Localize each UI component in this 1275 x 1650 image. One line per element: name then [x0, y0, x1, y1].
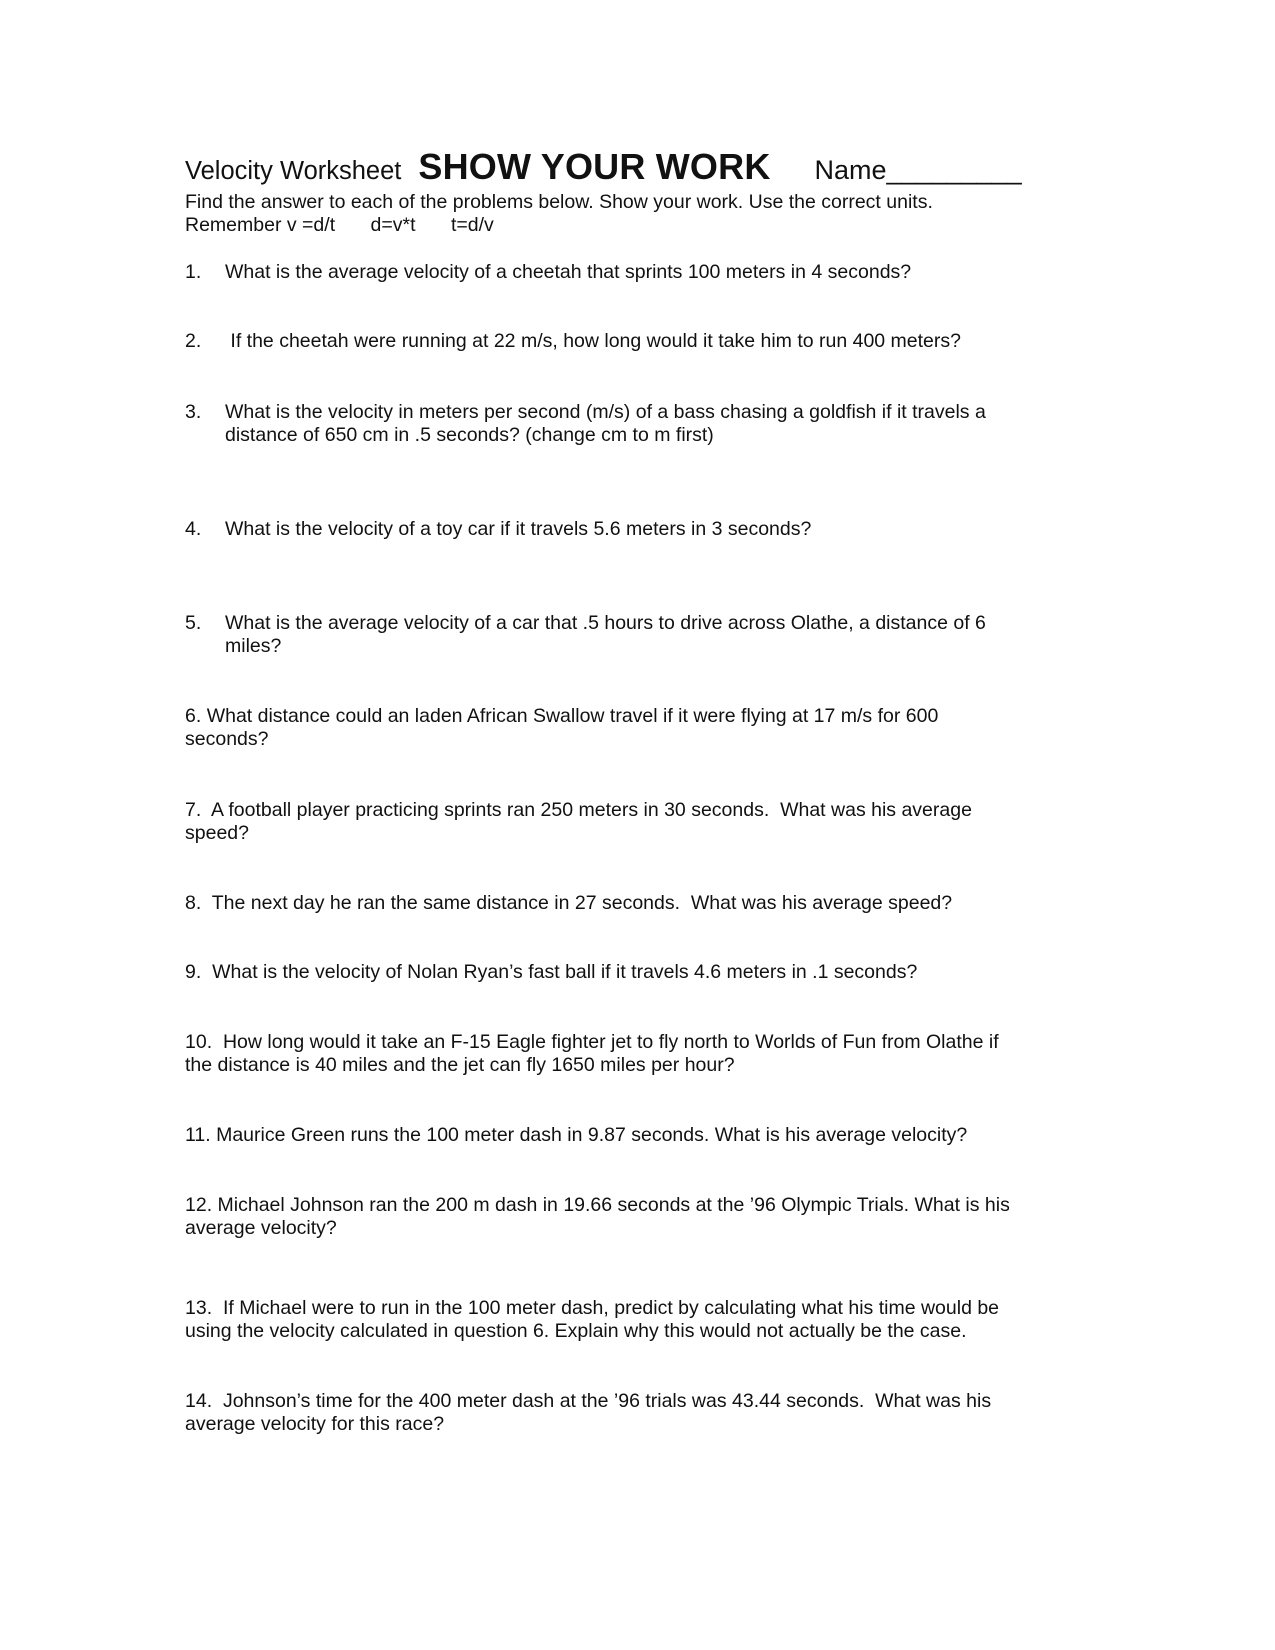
question-number: 5.	[185, 612, 202, 634]
question-5	[185, 611, 986, 635]
question-number: 9.	[185, 961, 202, 983]
question-number: 3.	[185, 401, 202, 423]
worksheet-title: Velocity Worksheet	[185, 157, 402, 185]
question-12	[185, 1193, 1010, 1217]
question-number: 10.	[185, 1031, 213, 1053]
question-number: 4.	[185, 518, 202, 540]
question-1	[185, 260, 911, 284]
formula-distance: d=v*t	[370, 214, 416, 236]
question-14	[185, 1389, 991, 1413]
question-12-continued: average velocity?	[185, 1217, 337, 1239]
question-text: How long would it take an F-15 Eagle fighter jet to fly north to Worlds of Fun from Olathe if	[217, 1031, 999, 1053]
formula-row	[185, 213, 494, 237]
question-text: A football player practicing sprints ran 250 meters in 30 seconds. What was his average	[206, 799, 972, 821]
question-11	[185, 1123, 967, 1147]
question-text: What is the velocity of a toy car if it travels 5.6 meters in 3 seconds?	[225, 518, 812, 540]
question-text: What is the velocity in meters per second (m/s) of a bass chasing a goldfish if it travels a	[225, 401, 986, 423]
question-7-continued: speed?	[185, 822, 249, 844]
question-text: If the cheetah were running at 22 m/s, how long would it take him to run 400 meters?	[225, 330, 961, 352]
question-14-continued: average velocity for this race?	[185, 1413, 445, 1435]
question-text: What distance could an laden African Swallow travel if it were flying at 17 m/s for 600	[206, 705, 939, 727]
question-3-continued: distance of 650 cm in .5 seconds? (change cm to m first)	[225, 424, 714, 446]
question-6-continued: seconds?	[185, 728, 269, 750]
formula-label: Remember	[185, 214, 282, 236]
question-text: Maurice Green runs the 100 meter dash in 9.87 seconds. What is his average velocity?	[216, 1124, 968, 1146]
name-field: Name_________	[814, 155, 1022, 185]
question-text: If Michael were to run in the 100 meter dash, predict by calculating what his time would be	[217, 1297, 1000, 1319]
question-13-continued: using the velocity calculated in question 6. Explain why this would not actually be the case.	[185, 1320, 967, 1342]
question-number: 2.	[185, 330, 202, 352]
question-text: Michael Johnson ran the 200 m dash in 19.66 seconds at the ’96 Olympic Trials. What is his	[217, 1194, 1010, 1216]
instructions: Find the answer to each of the problems below. Show your work. Use the correct units.	[185, 191, 933, 213]
question-4	[185, 517, 811, 541]
question-text: What is the average velocity of a cheetah that sprints 100 meters in 4 seconds?	[225, 261, 912, 283]
question-6	[185, 704, 938, 728]
question-text: Johnson’s time for the 400 meter dash at the ’96 trials was 43.44 seconds. What was his	[217, 1390, 992, 1412]
question-number: 8.	[185, 892, 202, 914]
question-text: The next day he ran the same distance in 27 seconds. What was his average speed?	[206, 892, 953, 914]
question-number: 7.	[185, 799, 202, 821]
question-10	[185, 1030, 999, 1054]
question-number: 12.	[185, 1194, 213, 1216]
formula-velocity: v =d/t	[286, 214, 336, 236]
question-13	[185, 1296, 999, 1320]
question-number: 13.	[185, 1297, 213, 1319]
question-5-continued: miles?	[225, 635, 282, 657]
question-number: 1.	[185, 261, 202, 283]
show-your-work-heading: SHOW YOUR WORK	[418, 146, 771, 187]
question-number: 6.	[185, 705, 202, 727]
question-9	[185, 960, 917, 984]
question-3	[185, 400, 986, 424]
question-2	[185, 329, 961, 353]
question-7	[185, 798, 972, 822]
question-text: What is the average velocity of a car that .5 hours to drive across Olathe, a distance of 6	[225, 612, 986, 634]
title-row	[185, 146, 1022, 188]
question-text: What is the velocity of Nolan Ryan’s fast ball if it travels 4.6 meters in .1 seconds?	[206, 961, 918, 983]
question-10-continued: the distance is 40 miles and the jet can fly 1650 miles per hour?	[185, 1054, 735, 1076]
question-8	[185, 891, 952, 915]
question-number: 14.	[185, 1390, 213, 1412]
question-number: 11.	[185, 1124, 211, 1146]
formula-time: t=d/v	[450, 214, 494, 236]
